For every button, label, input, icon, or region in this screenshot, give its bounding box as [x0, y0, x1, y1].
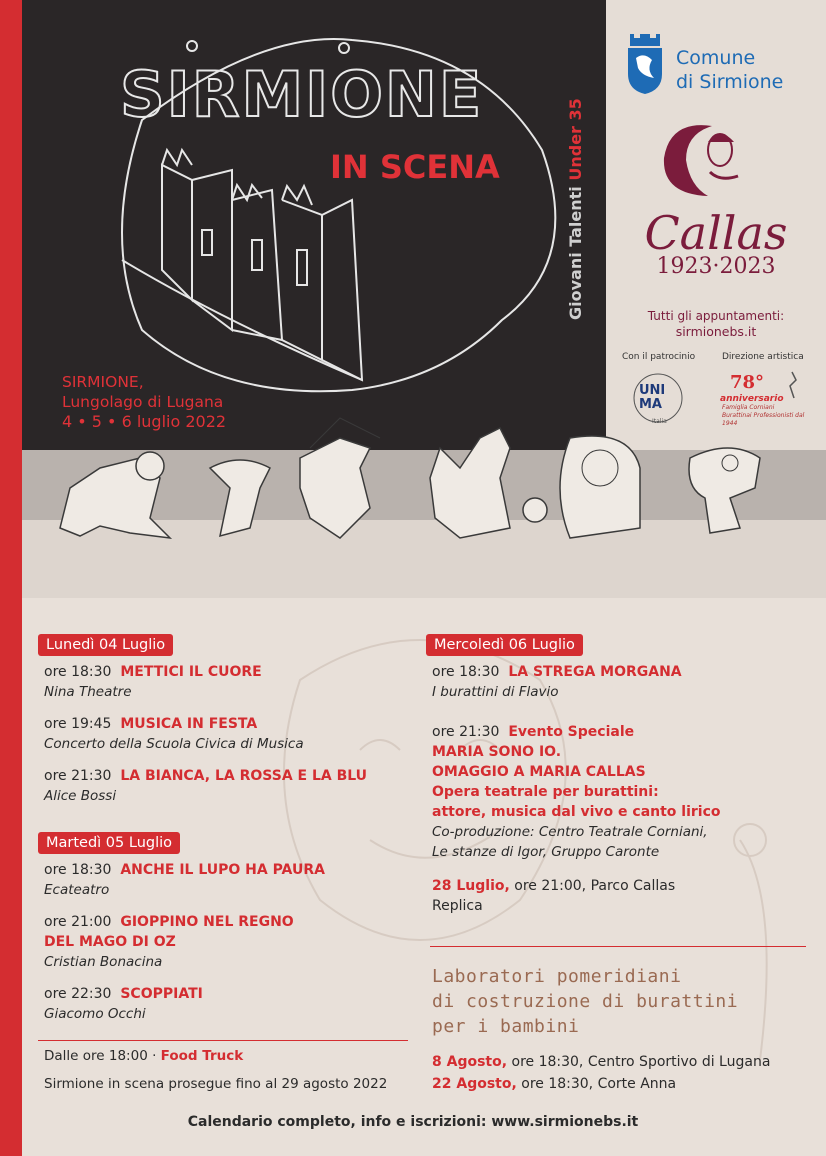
event-title: SCOPPIATI — [120, 986, 203, 1002]
comune-name — [676, 46, 783, 94]
puppet-figure-icon — [782, 370, 802, 400]
anniversary-line2: Burattinai Professionisti dal 1944 — [722, 412, 805, 427]
comune-line2: di Sirmione — [676, 71, 784, 93]
workshop-line3: per i bambini — [432, 1016, 580, 1037]
callas-logo — [616, 206, 816, 279]
location-venue: Lungolago di Lugana — [62, 393, 224, 411]
callas-years: 1923·2023 — [656, 254, 776, 279]
special-line3: Opera teatrale per burattini: — [432, 784, 659, 800]
workshop-line1: Laboratori pomeridiani — [432, 966, 682, 987]
patronage-label: Con il patrocinio — [622, 352, 696, 362]
event-time: ore 21:00 — [44, 914, 112, 930]
replica-item — [432, 876, 806, 916]
callas-c-logo-icon — [650, 120, 760, 200]
event-title: LA BIANCA, LA ROSSA E LA BLU — [120, 768, 368, 784]
replica-label: Replica — [432, 898, 483, 914]
continue-note: Sirmione in scena prosegue fino al 29 agosto 2022 — [44, 1076, 388, 1092]
food-prefix: Dalle ore 18:00 · — [44, 1048, 161, 1064]
divider — [38, 1040, 408, 1041]
event-company: I burattini di Flavio — [432, 684, 559, 700]
special-line1: MARIA SONO IO. — [432, 744, 562, 760]
event-time: ore 21:30 — [44, 768, 112, 784]
festival-dates: 4 • 5 • 6 luglio 2022 — [62, 412, 227, 431]
anniversary-number: 78° — [730, 372, 765, 393]
poster-subtitle: IN SCENA — [330, 148, 500, 186]
workshop-venue: ore 18:30, Corte Anna — [516, 1076, 677, 1092]
location-city: SIRMIONE, — [62, 373, 144, 391]
event-item — [44, 912, 398, 972]
event-title: METTICI IL CUORE — [120, 664, 262, 680]
divider — [430, 946, 806, 947]
puppets-illustration — [40, 408, 800, 568]
workshop-date-2 — [432, 1074, 812, 1094]
comune-line1: Comune — [676, 47, 756, 69]
tagline-part-b: Under 35 — [566, 98, 585, 181]
event-item — [44, 860, 398, 900]
event-item — [44, 714, 398, 754]
callas-name: Callas — [644, 206, 788, 260]
poster-title: SIRMIONE — [120, 58, 484, 131]
event-company: Concerto della Scuola Civica di Musica — [44, 736, 304, 752]
event-item — [44, 984, 398, 1024]
workshop-date: 22 Agosto, — [432, 1076, 517, 1092]
program-day-monday — [38, 634, 398, 806]
event-time: ore 18:30 — [44, 862, 112, 878]
event-title: MUSICA IN FESTA — [120, 716, 258, 732]
workshop-date-1 — [432, 1052, 812, 1072]
event-time: ore 22:30 — [44, 986, 112, 1002]
event-item — [44, 766, 398, 806]
appointments-label: Tutti gli appuntamenti: — [647, 309, 785, 323]
anniversary-word: anniversario — [720, 394, 784, 404]
tagline-part-a: Giovani Talenti — [566, 180, 585, 320]
workshop-title — [432, 964, 738, 1039]
direction-label: Direzione artistica — [722, 352, 804, 362]
program-day-wednesday — [426, 634, 806, 916]
workshop-date: 8 Agosto, — [432, 1054, 508, 1070]
program-day-tuesday — [38, 832, 398, 1024]
replica-rest: ore 21:00, Parco Callas — [509, 878, 676, 894]
unima-country: Italia — [652, 418, 667, 425]
replica-date: 28 Luglio, — [432, 878, 510, 894]
event-title: LA STREGA MORGANA — [508, 664, 682, 680]
event-time: ore 18:30 — [44, 664, 112, 680]
day-label-monday: Lunedì 04 Luglio — [38, 634, 173, 656]
workshop-venue: ore 18:30, Centro Sportivo di Lugana — [507, 1054, 771, 1070]
event-time: ore 21:30 — [432, 724, 500, 740]
appointments-site: sirmionebs.it — [675, 324, 757, 339]
comune-logo — [620, 28, 820, 98]
day-label-tuesday: Martedì 05 Luglio — [38, 832, 180, 854]
special-coprod2: Le stanze di Igor, Gruppo Caronte — [432, 844, 660, 860]
event-company: Cristian Bonacina — [44, 954, 163, 970]
special-line4: attore, musica dal vivo e canto lirico — [432, 804, 721, 820]
special-line2: OMAGGIO A MARIA CALLAS — [432, 764, 646, 780]
special-coprod1: Co-produzione: Centro Teatrale Corniani, — [432, 824, 708, 840]
event-time: ore 18:30 — [432, 664, 500, 680]
unima-line2: MA — [639, 397, 662, 412]
event-item-special — [432, 722, 806, 862]
comune-shield-icon — [624, 30, 666, 96]
unima-line1: UNI — [639, 383, 666, 398]
footer-info: Calendario completo, info e iscrizioni: www.sirmionebs.it — [187, 1114, 639, 1130]
anniversary-line1: Famiglia Corniani — [722, 404, 775, 411]
event-item — [44, 662, 398, 702]
event-title: ANCHE IL LUPO HA PAURA — [120, 862, 325, 878]
event-title: GIOPPINO NEL REGNO — [120, 914, 294, 930]
event-title: Evento Speciale — [508, 724, 635, 740]
left-red-bar — [0, 0, 22, 1156]
appointments-info — [616, 308, 816, 340]
event-company: Nina Theatre — [44, 684, 132, 700]
event-company: Ecateatro — [44, 882, 110, 898]
event-company: Giacomo Occhi — [44, 1006, 146, 1022]
vertical-tagline — [566, 98, 585, 320]
event-item — [432, 662, 806, 702]
workshop-line2: di costruzione di burattini — [432, 991, 739, 1012]
event-company: Alice Bossi — [44, 788, 117, 804]
event-time: ore 19:45 — [44, 716, 112, 732]
food-truck-note — [44, 1046, 424, 1066]
day-label-wednesday: Mercoledì 06 Luglio — [426, 634, 583, 656]
food-truck-label: Food Truck — [160, 1048, 244, 1064]
event-title-line2: DEL MAGO DI OZ — [44, 934, 176, 950]
